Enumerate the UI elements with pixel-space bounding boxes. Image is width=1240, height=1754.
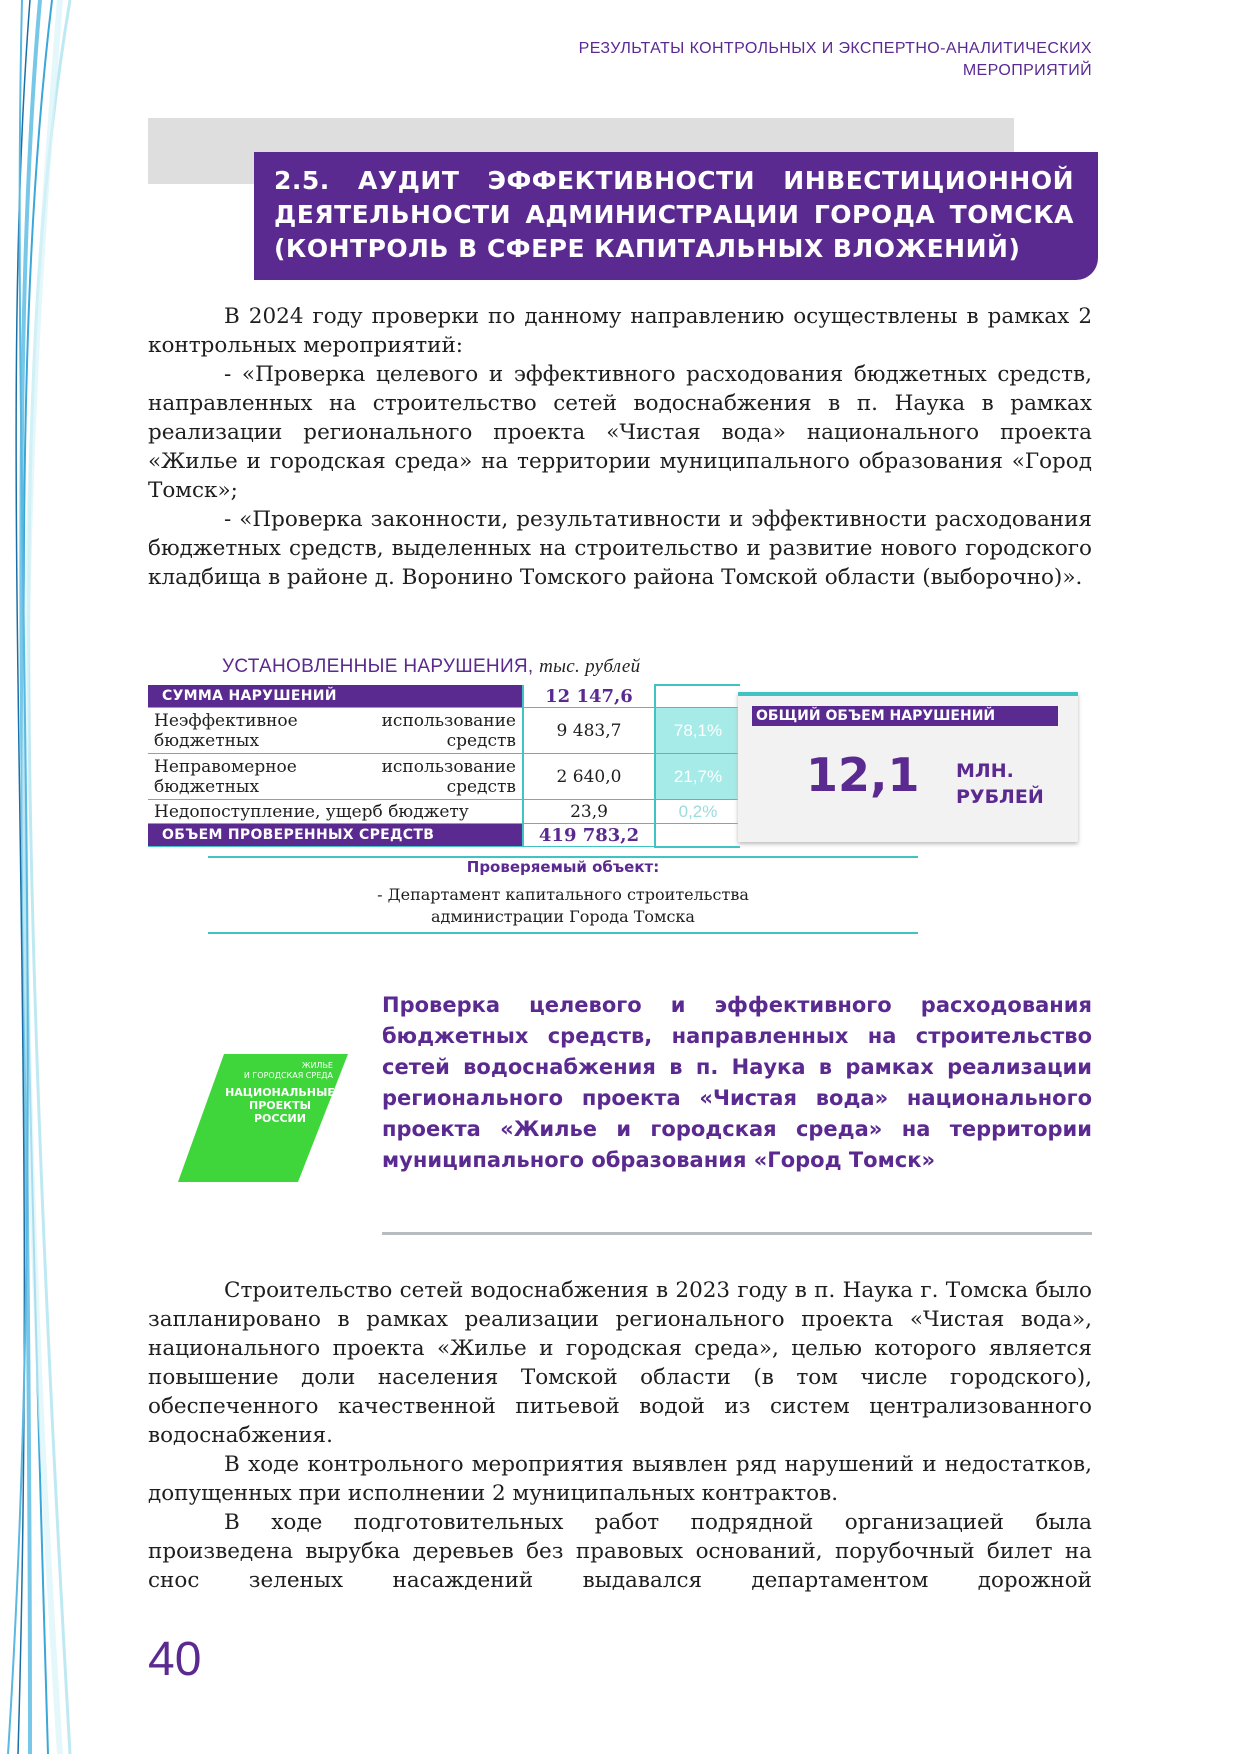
row-percent: 21,7% [655,754,740,800]
project-divider [382,1232,1092,1235]
total-header: ОБЩИЙ ОБЪЕМ НАРУШЕНИЙ [752,706,1058,726]
table-row [148,685,740,708]
logo-text-big2: ПРОЕКТЫ [248,1099,312,1112]
table-row [148,754,740,800]
checked-label: ОБЪЕМ ПРОВЕРЕННЫХ СРЕДСТВ [148,824,523,847]
row-value: 2 640,0 [523,754,655,800]
running-head [392,38,1092,82]
row-label: Неправомерное использование бюджетных средств [148,754,523,800]
logo-text-small2: И ГОРОДСКАЯ СРЕДА [243,1071,333,1080]
violations-table [148,684,740,848]
total-value: 12,1 [806,748,920,802]
row-value: 9 483,7 [523,708,655,754]
project-title: Проверка целевого и эффективного расходования бюджетных средств, направленных на строительство сетей водоснабжения в п. Наука в рамках реализации регионального проекта «Чистая вода» национального проекта «Жилье и городская среда» на территории муниципального образования «Город Томск» [382,993,1092,1172]
violations-caption-unit: тыс. рублей [539,656,641,677]
table-row [148,824,740,847]
intro-paragraph-3: - «Проверка законности, результативности и эффективности расходования бюджетных средств, выделенных на строительство и развитие нового городского кладбища в районе д. Воронино Томского района Томской области (выборочно)». [148,507,1092,590]
total-unit-line2: РУБЛЕЙ [956,786,1044,808]
page-number: 40 [148,1633,202,1686]
body-block [148,1276,1092,1595]
sum-value: 12 147,6 [523,685,655,708]
checked-value: 419 783,2 [523,824,655,847]
intro-paragraph-1: В 2024 году проверки по данному направлению осуществлены в рамках 2 контрольных мероприятий: [148,304,1092,358]
sum-label: СУММА НАРУШЕНИЙ [148,685,523,708]
total-unit-line1: МЛН. [956,760,1014,782]
row-percent: 78,1% [655,708,740,754]
violations-caption [222,656,640,678]
checked-object-line2: администрации Города Томска [431,907,695,926]
body-paragraph-1: Строительство сетей водоснабжения в 2023 году в п. Наука г. Томска было запланировано в рамках реализации регионального проекта «Чистая вода», национального проекта «Жилье и городская среда», целью которого является повышение доли населения Томской области (в том числе городского), обеспеченного качественной питьевой водой из систем централизованного водоснабжения. [148,1278,1092,1448]
table-row [148,708,740,754]
logo-text-big3: РОССИИ [254,1112,306,1125]
table-row [148,800,740,824]
checked-object-label: Проверяемый объект: [466,858,660,876]
decorative-swoosh [0,0,120,1754]
logo-text-big1: НАЦИОНАЛЬНЫЕ [225,1086,335,1099]
row-label: Недопоступление, ущерб бюджету [148,800,523,824]
intro-paragraph-2: - «Проверка целевого и эффективного расходования бюджетных средств, направленных на строительство сетей водоснабжения в п. Наука в рамках реализации регионального проекта «Чистая вода» национального проекта «Жилье и городская среда» на территории муниципального образования «Город Томск»; [148,362,1092,503]
checked-object-box [208,856,918,934]
body-paragraph-3: В ходе подготовительных работ подрядной организацией была произведена вырубка деревьев без правовых оснований, порубочный билет на снос зеленых насаждений выдавался департаментом дорожной [148,1510,1092,1593]
section-title: 2.5. АУДИТ ЭФФЕКТИВНОСТИ ИНВЕСТИЦИОННОЙ ДЕЯТЕЛЬНОСТИ АДМИНИСТРАЦИИ ГОРОДА ТОМСКА (КОНТРОЛЬ В СФЕРЕ КАПИТАЛЬНЫХ ВЛОЖЕНИЙ) [274,166,1074,263]
row-percent: 0,2% [655,800,740,824]
row-label: Неэффективное использование бюджетных средств [148,708,523,754]
logo-text-small1: ЖИЛЬЕ [301,1061,333,1070]
violations-caption-title: УСТАНОВЛЕННЫЕ НАРУШЕНИЯ, [222,656,534,677]
total-unit [956,758,1044,810]
national-projects-logo [178,1054,348,1182]
intro-block [148,302,1092,592]
row-value: 23,9 [523,800,655,824]
checked-object-line1: - Департамент капитального строительства [377,885,749,904]
running-head-line2: МЕРОПРИЯТИЙ [962,62,1092,79]
body-paragraph-2: В ходе контрольного мероприятия выявлен ряд нарушений и недостатков, допущенных при исполнении 2 муниципальных контрактов. [148,1452,1092,1506]
running-head-line1: РЕЗУЛЬТАТЫ КОНТРОЛЬНЫХ И ЭКСПЕРТНО-АНАЛИТИЧЕСКИХ [578,40,1092,57]
